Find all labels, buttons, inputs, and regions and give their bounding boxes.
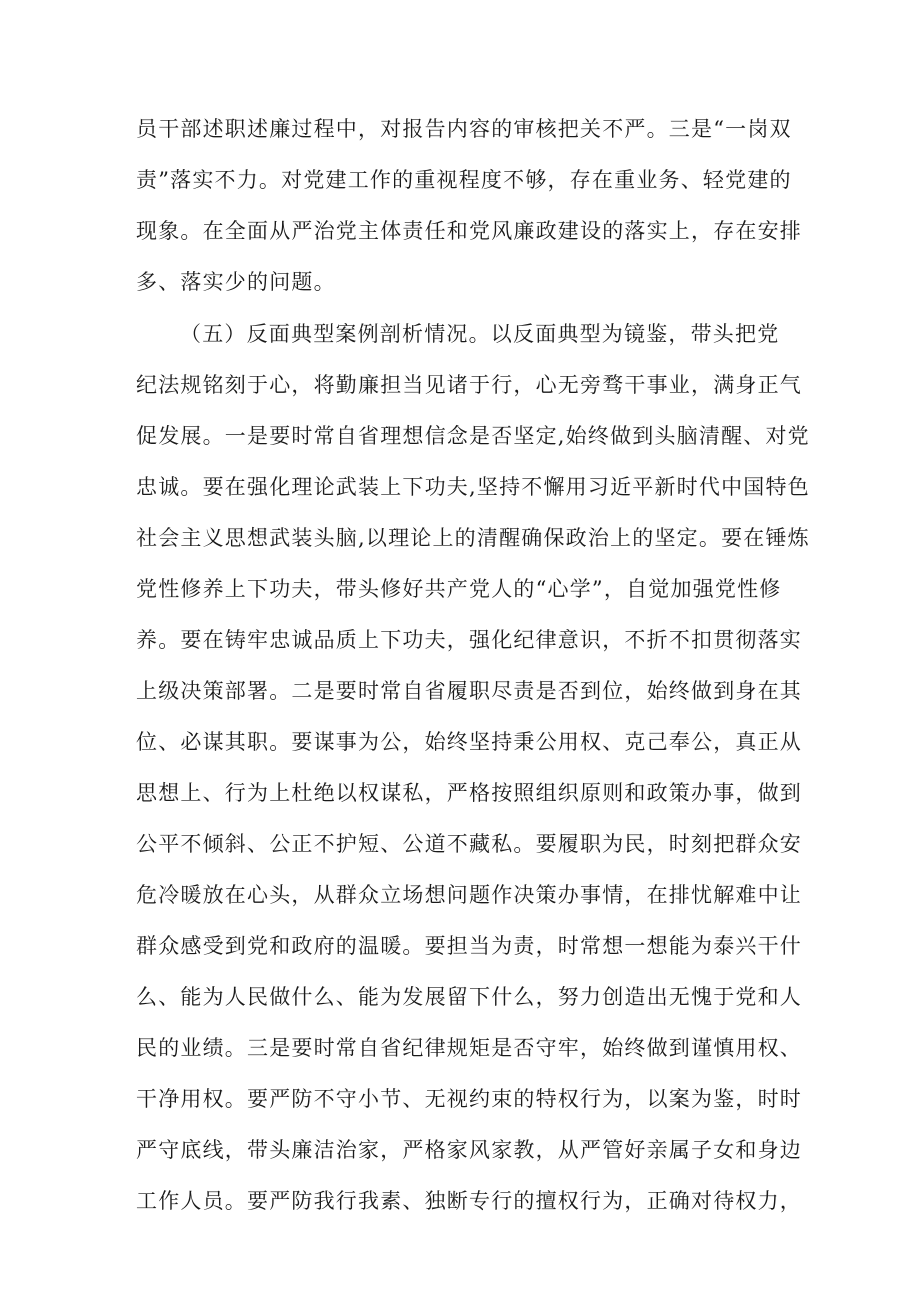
text-line: 现象。在全面从严治党主体责任和党风廉政建设的落实上，存在安排 bbox=[136, 219, 802, 243]
text-line: 养。要在铸牢忠诚品质上下功夫，强化纪律意识，不折不扣贯彻落实 bbox=[136, 628, 802, 652]
text-line: 纪法规铭刻于心，将勤廉担当见诸于行，心无旁骛干事业，满身正气 bbox=[136, 373, 802, 397]
text-line: 促发展。一是要时常自省理想信念是否坚定,始终做到头脑清醒、对党 bbox=[136, 424, 810, 448]
text-line: 多、落实少的问题。 bbox=[136, 270, 336, 294]
text-line: 思想上、行为上杜绝以权谋私，严格按照组织原则和政策办事，做到 bbox=[136, 781, 802, 805]
text-line: 责”落实不力。对党建工作的重视程度不够，存在重业务、轻党建的 bbox=[136, 168, 792, 192]
text-line: 么、能为人民做什么、能为发展留下什么，努力创造出无愧于党和人 bbox=[136, 985, 802, 1009]
text-line: 群众感受到党和政府的温暖。要担当为责，时常想一想能为泰兴干什 bbox=[136, 934, 802, 958]
text-line: 民的业绩。三是要时常自省纪律规矩是否守牢，始终做到谨慎用权、 bbox=[136, 1036, 802, 1060]
text-line: 党性修养上下功夫，带头修好共产党人的“心学”，自觉加强党性修 bbox=[136, 577, 782, 601]
text-line: 员干部述职述廉过程中，对报告内容的审核把关不严。三是“一岗双 bbox=[136, 117, 792, 141]
text-line-indented: （五）反面典型案例剖析情况。以反面典型为镜鉴，带头把党 bbox=[180, 322, 780, 346]
text-line: 工作人员。要严防我行我素、独断专行的擅权行为，正确对待权力， bbox=[136, 1189, 802, 1213]
text-line: 忠诚。要在强化理论武装上下功夫,坚持不懈用习近平新时代中国特色 bbox=[136, 475, 810, 499]
text-line: 严守底线，带头廉洁治家，严格家风家教，从严管好亲属子女和身边 bbox=[136, 1138, 802, 1162]
text-line: 上级决策部署。二是要时常自省履职尽责是否到位，始终做到身在其 bbox=[136, 679, 802, 703]
text-line: 干净用权。要严防不守小节、无视约束的特权行为，以案为鉴，时时 bbox=[136, 1087, 802, 1111]
text-line: 社会主义思想武装头脑,以理论上的清醒确保政治上的坚定。要在锤炼 bbox=[136, 526, 810, 550]
text-line: 位、必谋其职。要谋事为公，始终坚持秉公用权、克己奉公，真正从 bbox=[136, 730, 802, 754]
text-line: 公平不倾斜、公正不护短、公道不藏私。要履职为民，时刻把群众安 bbox=[136, 832, 802, 856]
text-line: 危冷暖放在心头，从群众立场想问题作决策办事情，在排忧解难中让 bbox=[136, 883, 802, 907]
